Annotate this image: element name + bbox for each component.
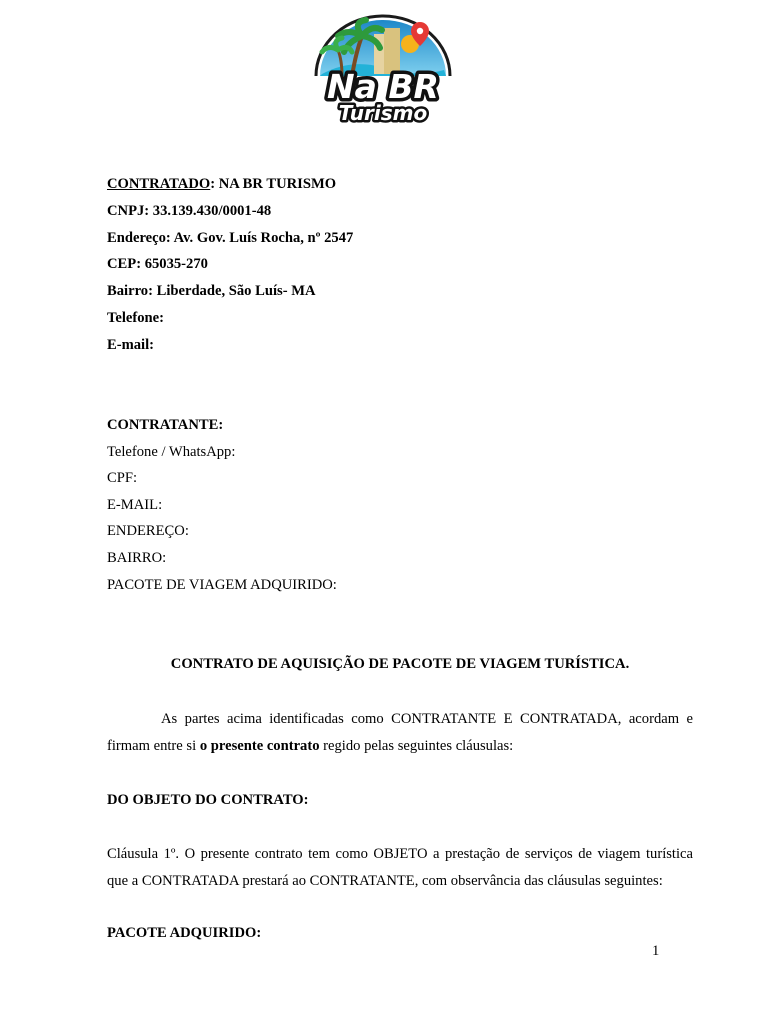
intro-line-1: As partes acima identificadas como CONTRATANTE E CONTRATADA, acordam e bbox=[161, 711, 693, 727]
contratante-endereco: ENDEREÇO: bbox=[107, 523, 189, 539]
intro-paragraph bbox=[107, 710, 693, 755]
contratado-bairro: Bairro: Liberdade, São Luís- MA bbox=[107, 283, 316, 299]
intro-line-2-post: regido pelas seguintes cláusulas: bbox=[319, 738, 514, 754]
clausula-1-paragraph bbox=[107, 845, 693, 890]
logo-subtitle: Turismo bbox=[338, 101, 428, 125]
contratante-email: E-MAIL: bbox=[107, 497, 163, 513]
contratante-bairro: BAIRRO: bbox=[107, 550, 167, 566]
contratante-telefone: Telefone / WhatsApp: bbox=[107, 444, 236, 460]
contratado-email: E-mail: bbox=[107, 337, 155, 353]
logo-title: Na BR bbox=[327, 67, 439, 106]
intro-line-2-pre: firmam entre si bbox=[107, 738, 200, 754]
contratante-pacote: PACOTE DE VIAGEM ADQUIRIDO: bbox=[107, 577, 337, 593]
intro-line-2 bbox=[107, 737, 693, 755]
contratado-label: CONTRATADO bbox=[107, 176, 211, 192]
contratante-cpf: CPF: bbox=[107, 470, 138, 486]
contract-title: CONTRATO DE AQUISIÇÃO DE PACOTE DE VIAGEM TURÍSTICA. bbox=[170, 656, 630, 672]
page-number: 1 bbox=[652, 943, 660, 959]
contratado-cep: CEP: 65035-270 bbox=[107, 256, 208, 272]
contratado-cnpj: CNPJ: 33.139.430/0001-48 bbox=[107, 203, 272, 219]
contratante-label: CONTRATANTE: bbox=[107, 417, 224, 433]
intro-line-2-bold: o presente contrato bbox=[199, 738, 320, 754]
contratado-name: : NA BR TURISMO bbox=[210, 176, 337, 192]
contratado-telefone: Telefone: bbox=[107, 310, 165, 326]
clausula-1-line-1: Cláusula 1º. O presente contrato tem como OBJETO a prestação de serviços de viagem turística bbox=[107, 846, 693, 862]
contratado-endereco: Endereço: Av. Gov. Luís Rocha, nº 2547 bbox=[107, 230, 354, 246]
contratado-line bbox=[107, 175, 336, 193]
section-objeto-heading: DO OBJETO DO CONTRATO: bbox=[107, 792, 309, 808]
section-pacote-heading: PACOTE ADQUIRIDO: bbox=[107, 925, 262, 941]
na-br-turismo-logo bbox=[312, 14, 454, 126]
clausula-1-line-2: que a CONTRATADA prestará ao CONTRATANTE, com observância das cláusulas seguintes: bbox=[107, 873, 663, 889]
